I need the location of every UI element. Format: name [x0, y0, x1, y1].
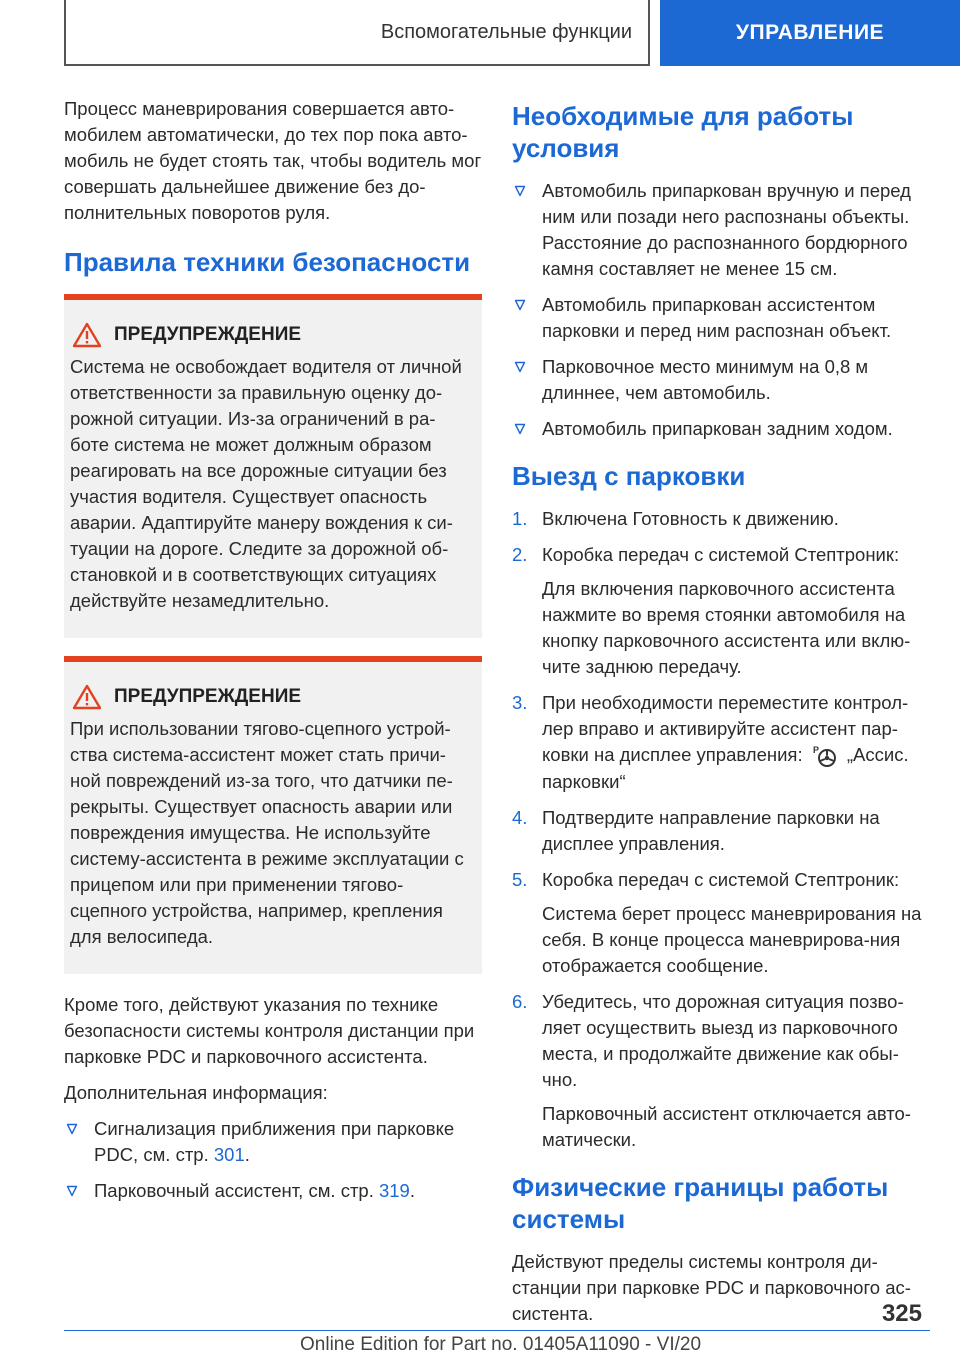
step-subtext: Парковочный ассистент отключается авто-матически. — [542, 1103, 911, 1151]
right-column — [512, 96, 930, 1337]
footer-edition: Online Edition for Part no. 01405A11090 - VI/20 — [300, 1334, 702, 1355]
exit-heading: Выезд с парковки — [512, 461, 746, 491]
warning-text: Система не освобождает водителя от личной ответственности за правильную оценку до-рожной ситуации. Из-за ограничений в ра-боте система не может должным образом реагировать на все дорожные ситуации без участия водителя. Существует опасность аварии. Адаптируйте манеру вождения к си-туации на дороге. Следите за дорожной об-становкой и в соответствующих ситуациях действуйте незамедлительно. — [70, 356, 462, 611]
step-text: Убедитесь, что дорожная ситуация позво-ляет осуществить выезд из парковочного места, и продолжайте движение как обы-чно. — [542, 991, 904, 1091]
step-text: Коробка передач с системой Стептроник: — [542, 544, 900, 565]
additional-safety-paragraph: Кроме того, действуют указания по технике безопасности системы контроля дистанции при парковке PDC и парковочного ассистента. — [64, 994, 475, 1067]
conditions-list — [512, 178, 930, 442]
warning-text: При использовании тягово-сцепного устрой-ства система-ассистент может стать причи-ной повреждений из-за того, что датчики пе-рекрыты. Существует опасность аварии или повреждения имущества. Не используйте систему-ассистента в режиме эксплуатации с прицепом или при применении тягово-сцепного устройства, например, крепления для велосипеда. — [70, 718, 464, 947]
header-section-title — [64, 0, 650, 66]
step-text: При необходимости переместите контрол-лер вправо и активируйте ассистент пар-ковки на дисплее управления: — [542, 692, 909, 765]
safety-heading: Правила техники безопасности — [64, 247, 471, 277]
step-number: 4. — [512, 807, 528, 829]
reference-list — [64, 1116, 482, 1204]
list-item-tail: . — [244, 1144, 250, 1165]
triangle-bullet-icon — [514, 423, 526, 435]
step-item — [512, 867, 930, 979]
parking-assistant-icon — [812, 743, 838, 769]
triangle-bullet-icon — [66, 1185, 78, 1197]
list-item — [512, 354, 930, 406]
list-item-text: Сигнализация приближения при парковке PDC, см. стр. — [94, 1118, 455, 1165]
more-info-label: Дополнительная информация: — [64, 1082, 328, 1103]
step-item — [512, 989, 930, 1153]
step-number: 3. — [512, 692, 528, 713]
warning-box-1 — [64, 294, 482, 638]
list-item-tail: . — [409, 1180, 415, 1201]
step-item — [512, 805, 930, 857]
conditions-heading: Необходимые для работы условия — [512, 101, 854, 163]
warning-title-row — [72, 684, 470, 710]
list-item — [512, 178, 930, 282]
step-item — [512, 506, 930, 532]
list-item — [64, 1116, 482, 1168]
list-item — [512, 416, 930, 442]
page-number: 325 — [881, 1300, 922, 1327]
limits-heading: Физические границы работы системы — [512, 1172, 889, 1235]
limits-paragraph: Действуют пределы системы контроля ди-станции при парковке PDC и парковочного ас-систента. — [512, 1251, 911, 1325]
footer-divider — [64, 1330, 930, 1331]
list-item-text: Парковочное место минимум на 0,8 м длиннее, чем автомобиль. — [542, 356, 869, 403]
page-link[interactable]: 301 — [213, 1144, 245, 1165]
list-item — [512, 292, 930, 344]
step-text: Включена Готовность к движению. — [542, 508, 839, 529]
list-item-text: Автомобиль припаркован ассистентом парковки и перед ним распознан объект. — [542, 294, 892, 341]
step-item — [512, 542, 930, 680]
step-number: 6. — [512, 991, 528, 1013]
section-title: Вспомогательные функции — [380, 20, 632, 43]
step-number: 5. — [512, 869, 528, 891]
step-number: 2. — [512, 544, 528, 565]
chapter-title: УПРАВЛЕНИЕ — [735, 21, 885, 44]
warning-triangle-icon — [72, 322, 102, 348]
triangle-bullet-icon — [66, 1123, 78, 1135]
page-link[interactable]: 319 — [378, 1180, 410, 1201]
step-number: 1. — [512, 508, 528, 529]
list-item-text: Автомобиль припаркован вручную и перед ним или позади него распознаны объекты. Расстояние до распознанного бордюрного камня составляет не менее 15 см. — [542, 180, 911, 279]
svg-text:P: P — [812, 745, 819, 756]
list-item — [64, 1178, 482, 1204]
header-chapter-tab[interactable] — [660, 0, 960, 66]
triangle-bullet-icon — [514, 299, 526, 311]
step-subtext: Система берет процесс маневрирования на себя. В конце процесса маневрирова-ния отображается сообщение. — [542, 903, 922, 977]
list-item-text: Автомобиль припаркован задним ходом. — [542, 418, 893, 439]
intro-paragraph: Процесс маневрирования совершается авто-мобилем автоматически, до тех пор пока авто-мобиль не будет стоять так, чтобы водитель мог совершать дальнейшее движение без до-полнительных поворотов руля. — [64, 98, 482, 223]
warning-box-2 — [64, 656, 482, 974]
triangle-bullet-icon — [514, 185, 526, 197]
warning-triangle-icon — [72, 684, 102, 710]
step-text: Коробка передач с системой Стептроник: — [542, 869, 900, 891]
list-item-text: Парковочный ассистент, см. стр. — [94, 1180, 379, 1201]
step-item — [512, 690, 930, 795]
triangle-bullet-icon — [514, 361, 526, 373]
left-column — [64, 96, 482, 1214]
step-text-menu-item: „Ассис. парковки“ — [542, 744, 909, 793]
warning-title-row — [72, 322, 470, 348]
step-text: Подтвердите направление парковки на дисплее управления. — [542, 807, 880, 855]
warning-title: ПРЕДУПРЕЖДЕНИЕ — [114, 324, 302, 345]
step-subtext: Для включения парковочного ассистента нажмите во время стоянки автомобиля на кнопку парковочного ассистента или вклю-чите заднюю передачу. — [542, 578, 911, 677]
exit-steps-list — [512, 506, 930, 1153]
warning-title: ПРЕДУПРЕЖДЕНИЕ — [114, 686, 302, 707]
